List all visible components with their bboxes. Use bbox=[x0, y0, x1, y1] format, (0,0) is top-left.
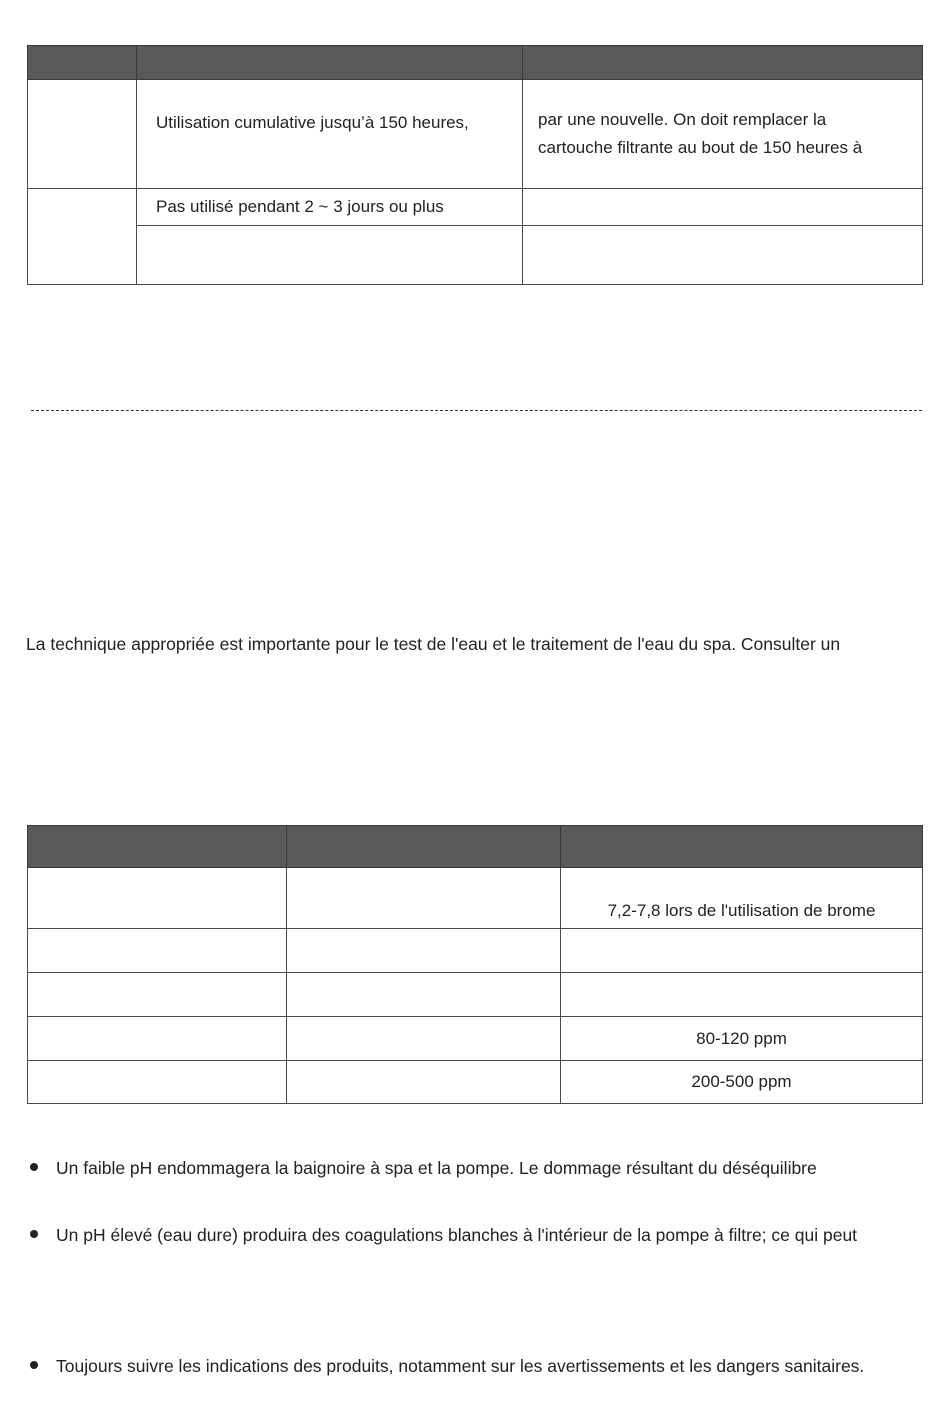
table-cell bbox=[28, 189, 137, 285]
cell-text: Pas utilisé pendant 2 ~ 3 jours ou plus bbox=[156, 197, 444, 216]
table-row bbox=[28, 929, 923, 973]
table-header-row bbox=[28, 46, 923, 80]
cell-text: par une nouvelle. On doit remplacer la bbox=[538, 110, 827, 129]
bullet-item-low-ph bbox=[30, 1156, 817, 1180]
water-treatment-paragraph: La technique appropriée est importante pour le test de l'eau et le traitement de l'eau du spa. Consulter un bbox=[26, 634, 841, 654]
table-cell bbox=[561, 929, 923, 973]
table-header-cell bbox=[561, 826, 923, 868]
table-cell bbox=[561, 1061, 923, 1104]
water-chemistry-table bbox=[27, 825, 923, 1104]
filter-maintenance-table bbox=[27, 45, 923, 285]
bullet-text: Un pH élevé (eau dure) produira des coagulations blanches à l'intérieur de la pompe à filtre; ce qui peut bbox=[56, 1225, 858, 1245]
table-cell bbox=[28, 1017, 287, 1061]
table-header-cell bbox=[28, 46, 137, 80]
table-row bbox=[28, 868, 923, 929]
bullet-dot-icon bbox=[30, 1230, 38, 1238]
table-header-row bbox=[28, 826, 923, 868]
table-cell bbox=[523, 80, 923, 189]
cell-text: 80-120 ppm bbox=[696, 1028, 787, 1048]
table-cell bbox=[561, 1017, 923, 1061]
table-cell bbox=[137, 189, 523, 226]
table-header-cell bbox=[523, 46, 923, 80]
table-cell bbox=[523, 189, 923, 226]
bullet-text: Un faible pH endommagera la baignoire à spa et la pompe. Le dommage résultant du déséquilibre bbox=[56, 1158, 817, 1178]
bullet-text: Toujours suivre les indications des produits, notamment sur les avertissements et les dangers sanitaires. bbox=[56, 1356, 865, 1376]
table-cell bbox=[28, 929, 287, 973]
cell-text: 7,2-7,8 lors de l'utilisation de brome bbox=[607, 901, 876, 920]
table-cell bbox=[561, 868, 923, 929]
dashed-divider bbox=[31, 410, 922, 411]
table-row bbox=[28, 226, 923, 285]
table-row bbox=[28, 1017, 923, 1061]
table-header-cell bbox=[287, 826, 561, 868]
bullet-item-product-instructions bbox=[30, 1354, 864, 1378]
table-cell bbox=[561, 973, 923, 1017]
table-cell bbox=[28, 973, 287, 1017]
cell-text: cartouche filtrante au bout de 150 heures à bbox=[538, 138, 863, 157]
table-cell bbox=[28, 868, 287, 929]
table-cell bbox=[287, 1017, 561, 1061]
table-cell bbox=[287, 1061, 561, 1104]
table-cell bbox=[287, 868, 561, 929]
table-row bbox=[28, 1061, 923, 1104]
bullet-item-high-ph bbox=[30, 1223, 857, 1247]
table-cell bbox=[287, 973, 561, 1017]
table-cell bbox=[28, 1061, 287, 1104]
table-header-cell bbox=[137, 46, 523, 80]
bullet-dot-icon bbox=[30, 1163, 38, 1171]
bullet-dot-icon bbox=[30, 1361, 38, 1369]
table-cell bbox=[137, 80, 523, 189]
table-row bbox=[28, 973, 923, 1017]
cell-text: 200-500 ppm bbox=[691, 1072, 792, 1091]
table-cell bbox=[287, 929, 561, 973]
table-row bbox=[28, 189, 923, 226]
cell-text: Utilisation cumulative jusqu’à 150 heures, bbox=[156, 113, 469, 132]
table-header-cell bbox=[28, 826, 287, 868]
table-cell bbox=[137, 226, 523, 285]
table-row bbox=[28, 80, 923, 189]
table-cell bbox=[523, 226, 923, 285]
table-cell bbox=[28, 80, 137, 189]
